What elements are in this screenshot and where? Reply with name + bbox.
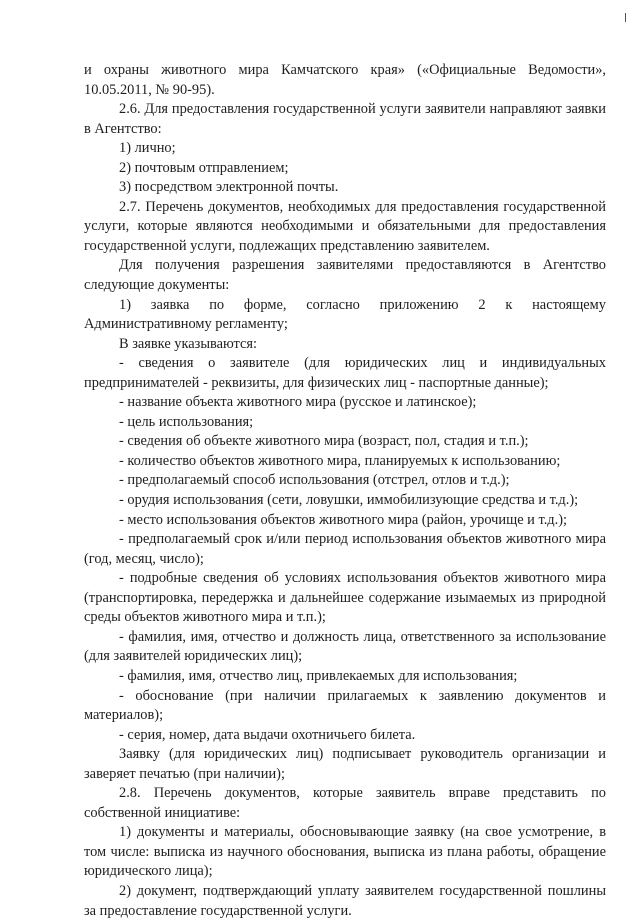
paragraph: 2.8. Перечень документов, которые заявитель вправе представить по собственной инициативе: bbox=[84, 785, 606, 821]
paragraph: - фамилия, имя, отчество лиц, привлекаемых для использования; bbox=[119, 667, 518, 684]
paragraph: - орудия использования (сети, ловушки, иммобилизующие средства и т.д.); bbox=[119, 492, 579, 509]
paragraph: - цель использования; bbox=[119, 413, 254, 430]
paragraph: - название объекта животного мира (русское и латинское); bbox=[119, 394, 477, 411]
paragraph: Для получения разрешения заявителями предоставляются в Агентство следующие документы: bbox=[84, 257, 606, 294]
paragraph: - сведения об объекте животного мира (возраст, пол, стадия и т.п.); bbox=[119, 433, 529, 450]
paragraph: - подробные сведения об условиях использования объектов животного мира (транспортировка, передержка и дальнейшее содержание изымаемых из природной среды объектов животного мира и т.п.); bbox=[84, 570, 606, 626]
paragraph: - сведения о заявителе (для юридических лиц и индивидуальных предпринимателей - реквизиты, для физических лиц - паспортные данные); bbox=[84, 355, 606, 391]
paragraph: 1) документы и материалы, обосновывающие заявку (на свое усмотрение, в том числе: выписка из научного обоснования, выписка из плана работы, обращение юридического лица); bbox=[84, 824, 606, 880]
paragraph: 1) заявка по форме, согласно приложению 2 к настоящему Административному регламенту; bbox=[84, 296, 606, 333]
paragraph: - серия, номер, дата выдачи охотничьего билета. bbox=[119, 726, 416, 743]
paragraph: В заявке указываются: bbox=[119, 335, 258, 352]
paragraph: 2.6. Для предоставления государственной услуги заявители направляют заявки в Агентство: bbox=[84, 101, 606, 137]
paragraph: и охраны животного мира Камчатского края» («Официальные Ведомости», 10.05.2011, № 90-95). bbox=[84, 62, 606, 98]
document-body bbox=[84, 61, 606, 921]
paragraph: 3) посредством электронной почты. bbox=[119, 179, 339, 196]
paragraph: 2) документ, подтверждающий уплату заявителем государственной пошлины за предоставление государственной услуги. bbox=[84, 882, 606, 919]
paragraph: - предполагаемый срок и/или период использования объектов животного мира (год, месяц, число); bbox=[84, 531, 606, 567]
paragraph: 1) лично; bbox=[119, 140, 176, 157]
paragraph: - место использования объектов животного мира (район, урочище и т.д.); bbox=[119, 511, 567, 528]
paragraph: - количество объектов животного мира, планируемых к использованию; bbox=[119, 452, 561, 469]
paragraph: - фамилия, имя, отчество и должность лица, ответственного за использование (для заявителей юридических лиц); bbox=[84, 628, 606, 665]
paragraph: - обоснование (при наличии прилагаемых к заявлению документов и материалов); bbox=[84, 687, 606, 724]
scan-mark bbox=[625, 13, 626, 22]
paragraph: Заявку (для юридических лиц) подписывает руководитель организации и заверяет печатью (при наличии); bbox=[84, 746, 606, 782]
paragraph: 2) почтовым отправлением; bbox=[119, 159, 289, 176]
paragraph: 2.7. Перечень документов, необходимых для предоставления государственной услуги, которые являются необходимыми и обязательными для предоставления государственной услуги, подлежащих представлению заявителем. bbox=[84, 198, 606, 254]
paragraph: - предполагаемый способ использования (отстрел, отлов и т.д.); bbox=[119, 472, 510, 489]
